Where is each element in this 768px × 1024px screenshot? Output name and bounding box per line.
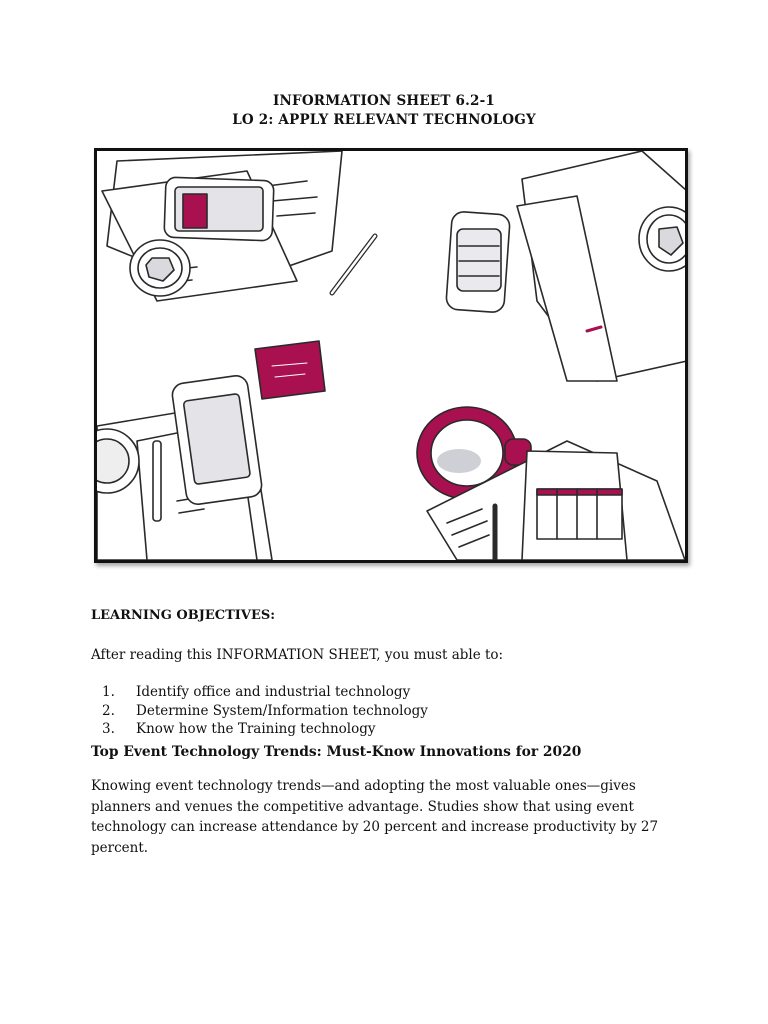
pen-top-icon [332,236,375,293]
clipboard-icon [522,451,627,560]
sheet-subtitle: LO 2: APPLY RELEVANT TECHNOLOGY [232,112,536,128]
objectives-list [100,683,428,739]
coffee-cup-top-left-icon [130,240,190,296]
list-item: 1. Identify office and industrial technology [102,684,411,700]
sheet-title: INFORMATION SHEET 6.2-1 [273,93,495,109]
phone-bottom-left-icon [171,374,263,505]
phone-top-right-icon [446,211,511,313]
phone-top-left-icon [164,177,274,241]
list-item: 3. Know how the Training technology [102,721,376,737]
list-item: 2. Determine System/Information technology [102,702,428,719]
desk-illustration [94,148,688,563]
objectives-intro: After reading this INFORMATION SHEET, you must able to: [91,647,504,663]
trends-heading: Top Event Technology Trends: Must-Know Innovations for 2020 [91,744,582,760]
trends-paragraph: Knowing event technology trends—and adopting the most valuable ones—gives planners and venues the competitive advantage. Studies show that using event technology can increase attendance by 20 percent and increase productivity by 27 percent. [91,778,659,856]
sticky-note-icon [255,341,325,399]
learning-objectives-heading: LEARNING OBJECTIVES: [91,608,276,623]
pen-bottom-left-icon [153,441,161,521]
